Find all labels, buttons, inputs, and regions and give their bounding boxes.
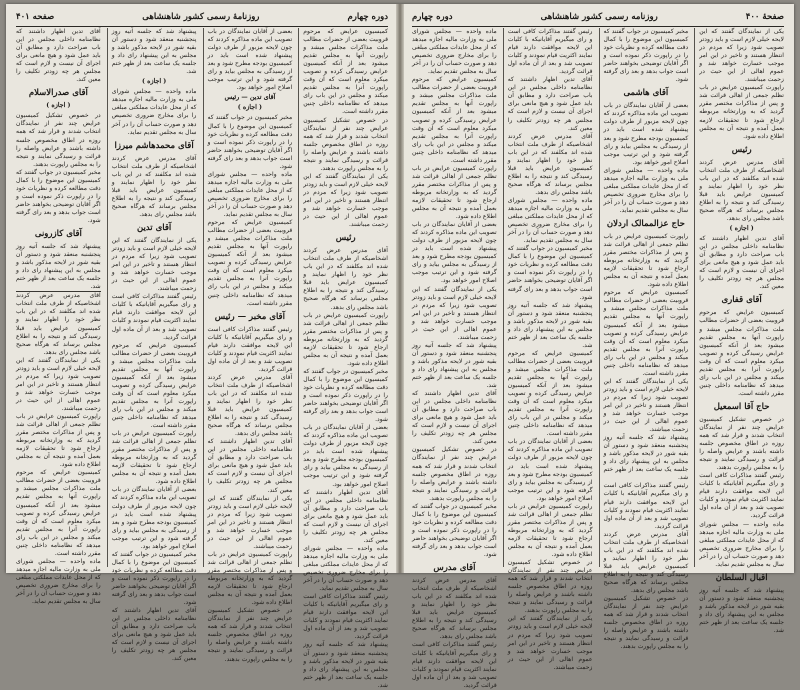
paragraph: رئیس گفتند مذاکرات کافی است و رای میگیریم آقایانیکه با کلیات این لایحه موافقت دارند قیام نمایند اکثریت قیام نمودند و کلیات تصویب شد و بعد از آن ماده اول قرائت گردید.: [603, 482, 689, 530]
paragraph: رئیس گفتند مذاکرات کافی است و رای میگیریم آقایانیکه با کلیات این لایحه موافقت دارند قیام نمایند اکثریت قیام نمودند و کلیات تصویب شد و بعد از آن ماده اول قرائت گردید.: [111, 293, 197, 341]
paragraph: رئیس گفتند مذاکرات کافی است و رای میگیریم آقایانیکه با کلیات این لایحه موافقت دارند قیام نمایند اکثریت قیام نمودند و کلیات تصویب شد و بعد از آن ماده اول قرائت گردید.: [303, 593, 388, 641]
paragraph: کمیسیون عرایض که مرحوم قروبیت بعضی از حضرات مطالب ملت مذاکرات مجلس میشد و راپورت آنها به مجلس تقدیم میشود بعد از آنکه کمیسیون عرایض رسیدگی کرده و تصویب میکرد معلوم است که آن وقت راپورت آنرا به مجلس تقدیم میکند و مجلس در این باب رای میدهد که نظامنامه داخلی چنین مقرر داشته است.: [603, 289, 689, 377]
paragraph: یکی از نمایندگان گفتند که این لایحه خیلی لازم است و باید زودتر تصویب شود زیرا که مردم در انتظار هستند و تاخیر در این امر موجب خسارت خواهد شد و عموم اهالی از این حیث در زحمت میباشند.: [16, 356, 101, 412]
column: [298, 28, 388, 689]
text-columns: [412, 28, 784, 689]
paragraph: پیشنهاد شد که جلسه آتیه روز پنجشنبه منعقد شود و دستور آن بقیه شور در لایحه مذکور باشد و مجلس به این پیشنهاد رای داد و جلسه یک ساعت بعد از ظهر ختم شد.: [699, 586, 784, 635]
paragraph: یکی از نمایندگان گفتند که این لایحه خیلی لازم است و باید زودتر تصویب شود زیرا که مردم در انتظار هستند و تاخیر در این امر موجب خسارت خواهد شد و عموم اهالی از این حیث در زحمت میباشند.: [507, 615, 593, 671]
period-label: دوره چهارم: [347, 12, 388, 22]
paragraph: یکی از نمایندگان گفتند که این لایحه خیلی لازم است و باید زودتر تصویب شود زیرا که مردم در انتظار هستند و تاخیر در این امر موجب خسارت خواهد شد و عموم اهالی از این حیث در زحمت میباشند.: [207, 494, 293, 550]
right-page: [402, 4, 794, 689]
paragraph: مخبر کمیسیون در جواب گفتند که کمیسیون این موضوع را با کمال دقت مطالعه کرده و نظریات خود را در راپورت ذکر نموده است و اگر آقایان توضیحی بخواهند حاضر است جواب بدهد و بعد رای گرفته شود.: [603, 28, 689, 84]
paragraph: ماده واحده — مجلس شورای ملی به وزارت مالیه اجازه میدهد که از محل عایدات مملکتی مبلغی را برای مخارج ضروری تخصیص دهد و صورت حساب آن را در آخر سال به مجلس تقدیم نماید.: [207, 170, 293, 219]
paragraph: رئیس گفتند مذاکرات کافی است و رای میگیریم آقایانیکه با کلیات این لایحه موافقت دارند قیام نمایند اکثریت قیام نمودند و کلیات تصویب شد و بعد از آن ماده اول قرائت گردید.: [207, 325, 293, 373]
paragraph: کمیسیون عرایض که مرحوم قروبیت بعضی از حضرات مطالب ملت مذاکرات مجلس میشد و راپورت آنها به مجلس تقدیم میشود بعد از آنکه کمیسیون عرایض رسیدگی کرده و تصویب میکرد معلوم است که آن وقت راپورت آنرا به مجلس تقدیم میکند و مجلس در این باب رای میدهد که نظامنامه داخلی چنین مقرر داشته است.: [412, 76, 497, 164]
paragraph: رئیس گفتند مذاکرات کافی است و رای میگیریم آقایانیکه با کلیات این لایحه موافقت دارند قیام نمایند اکثریت قیام نمودند و کلیات تصویب شد و بعد از آن ماده اول قرائت گردید.: [699, 472, 784, 520]
paragraph: پیشنهاد شد که جلسه آتیه روز پنجشنبه منعقد شود و دستور آن بقیه شور در لایحه مذکور باشد و مجلس به این پیشنهاد رای داد و جلسه یک ساعت بعد از ظهر ختم شد.: [412, 341, 497, 390]
paragraph: در خصوص تشکیل کمیسیون عرایض چند نفر از نمایندگان انتخاب شدند و قرار شد که همه روزه در اطاق مخصوص جلسه داشته باشند و عرایض واصله را قرائت و رسیدگی نمایند و نتیجه را به مجلس راپورت بدهند.: [207, 607, 293, 663]
speaker-heading: حاج آقا اسمعیل: [713, 401, 770, 412]
paragraph: رئیس گفتند مذاکرات کافی است و رای میگیریم آقایانیکه با کلیات این لایحه موافقت دارند قیام نمایند اکثریت قیام نمودند و کلیات تصویب شد و بعد از آن ماده اول قرائت گردید.: [507, 28, 593, 76]
paragraph: آقای مدرس عرض کردند اشخاصیکه از طرف ملت انتخاب شده اند مکلفند که در این باب نظر خود را اظهار نمایند و کمیسیون عرایض باید قبلا رسیدگی کند و نتیجه را به اطلاع مجلس برساند که هرگاه صحیح باشد مجلس رای بدهد.: [16, 292, 101, 356]
speaker-heading: اقبال السلطان: [715, 572, 768, 583]
page-header: [412, 10, 784, 27]
speaker-heading: آقای مدرس: [433, 563, 476, 574]
paragraph: آقای مدرس عرض کردند اشخاصیکه از طرف ملت انتخاب شده اند مکلفند که در این باب نظر خود را اظهار نمایند و کمیسیون عرایض باید قبلا رسیدگی کند و نتیجه را به اطلاع مجلس برساند که هرگاه صحیح باشد مجلس رای بدهد.: [207, 373, 293, 438]
paragraph: کمیسیون عرایض که مرحوم قروبیت بعضی از حضرات مطالب ملت مذاکرات مجلس میشد و راپورت آنها به مجلس تقدیم میشود بعد از آنکه کمیسیون عرایض رسیدگی کرده و تصویب میکرد معلوم است که آن وقت راپورت آنرا به مجلس تقدیم میکند و مجلس در این باب رای میدهد که نظامنامه داخلی چنین مقرر داشته است.: [303, 28, 388, 116]
paragraph: آقای مدرس عرض کردند اشخاصیکه از طرف ملت انتخاب شده اند مکلفند که در این باب نظر خود را اظهار نمایند و کمیسیون عرایض باید قبلا رسیدگی کند و نتیجه را به اطلاع مجلس برساند که هرگاه صحیح باشد مجلس رای بدهد.: [111, 154, 197, 218]
aside-label: ( اجازه ): [237, 104, 262, 112]
speaker-heading: رئیس: [731, 144, 752, 155]
paragraph: راپورت کمیسیون عرایض در باب تظلم جمعی از اهالی قرائت شد و پس از مذاکرات مختصر مقرر گردید که به وزارتخانه مربوطه ارجاع شود تا تحقیقات لازمه بعمل آمده و نتیجه آن به مجلس اطلاع داده شود.: [303, 311, 388, 367]
paragraph: یکی از نمایندگان گفتند که این لایحه خیلی لازم است و باید زودتر تصویب شود زیرا که مردم در انتظار هستند و تاخیر در این امر موجب خسارت خواهد شد و عموم اهالی از این حیث در زحمت میباشند.: [603, 377, 689, 434]
gazette-title: روزنامهٔ رسمی کشور شاهنشاهی: [142, 12, 260, 22]
paragraph: کمیسیون عرایض که مرحوم قروبیت بعضی از حضرات مطالب ملت مذاکرات مجلس میشد و راپورت آنها به مجلس تقدیم میشود بعد از آنکه کمیسیون عرایض رسیدگی کرده و تصویب میکرد معلوم است که آن وقت راپورت آنرا به مجلس تقدیم میکند و مجلس در این باب رای میدهد که نظامنامه داخلی چنین مقرر داشته است.: [207, 219, 293, 307]
paragraph: راپورت کمیسیون عرایض در باب تظلم جمعی از اهالی قرائت شد و پس از مذاکرات مختصر مقرر گردید که به وزارتخانه مربوطه ارجاع شود تا تحقیقات لازمه بعمل آمده و نتیجه آن به مجلس اطلاع داده شود.: [603, 232, 689, 289]
paragraph: رئیس گفتند مذاکرات کافی است و رای میگیریم آقایانیکه با کلیات این لایحه موافقت دارند قیام نمایند اکثریت قیام نمودند و کلیات تصویب شد و بعد از آن ماده اول قرائت گردید.: [412, 641, 497, 689]
speaker-heading: آقای صدرالاسلام: [28, 88, 88, 99]
paragraph: پیشنهاد شد که جلسه آتیه روز پنجشنبه منعقد شود و دستور آن بقیه شور در لایحه مذکور باشد و مجلس به این پیشنهاد رای داد و جلسه یک ساعت بعد از ظهر ختم شد.: [507, 301, 593, 349]
paragraph: راپورت کمیسیون عرایض در باب تظلم جمعی از اهالی قرائت شد و پس از مذاکرات مختصر مقرر گردید که به وزارتخانه مربوطه ارجاع شود تا تحقیقات لازمه بعمل آمده و نتیجه آن به مجلس اطلاع داده شود.: [111, 430, 197, 486]
paragraph: بعضی از آقایان نمایندگان در باب تصویب این ماده مذاکره کردند که چون لایحه مزبور از طرف دولت پیشنهاد شده است باید در کمیسیون بودجه مطرح شود و بعد از رسیدگی به مجلس بیاید و رای گرفته شود و این ترتیب موجب اصلاح امور خواهد بود.: [507, 438, 593, 502]
paragraph: آقای تدین اظهار داشتند که نظامنامه داخلی مجلس در این باب صراحت دارد و مطابق آن باید عمل شود و هیچ مانعی برای اجرای آن نیست و لازم است که مجلس هر چه زودتر تکلیف را معین کند.: [699, 235, 784, 291]
paragraph: آقای مدرس عرض کردند اشخاصیکه از طرف ملت انتخاب شده اند مکلفند که در این باب نظر خود را اظهار نمایند و کمیسیون عرایض باید قبلا رسیدگی کند و نتیجه را به اطلاع مجلس برساند که هرگاه صحیح باشد مجلس رای بدهد.: [603, 530, 689, 595]
paragraph: بعضی از آقایان نمایندگان در باب تصویب این ماده مذاکره کردند که چون لایحه مزبور از طرف دولت پیشنهاد شده است باید در کمیسیون بودجه مطرح شود و بعد از رسیدگی به مجلس بیاید و رای گرفته شود و این ترتیب موجب اصلاح امور خواهد بود.: [207, 28, 293, 92]
speaker-heading: آقای هاشمی: [623, 88, 669, 99]
paragraph: در خصوص تشکیل کمیسیون عرایض چند نفر از نمایندگان انتخاب شدند و قرار شد که همه روزه در اطاق مخصوص جلسه داشته باشند و عرایض واصله را قرائت و رسیدگی نمایند و نتیجه را به مجلس راپورت بدهند.: [16, 112, 101, 168]
paragraph: مخبر کمیسیون در جواب گفتند که کمیسیون این موضوع را با کمال دقت مطالعه کرده و نظریات خود را در راپورت ذکر نموده است و اگر آقایان توضیحی بخواهند حاضر است جواب بدهد و بعد رای گرفته شود.: [507, 245, 593, 301]
paragraph: راپورت کمیسیون عرایض در باب تظلم جمعی از اهالی قرائت شد و پس از مذاکرات مختصر مقرر گردید که به وزارتخانه مربوطه ارجاع شود تا تحقیقات لازمه بعمل آمده و نتیجه آن به مجلس اطلاع داده شود.: [507, 502, 593, 559]
speaker-heading: آقای محمدهاشم میرزا: [114, 140, 194, 151]
gazette-title: روزنامه رسمی کشور شاهنشاهی: [540, 12, 658, 22]
column: [694, 28, 784, 635]
paragraph: کمیسیون عرایض که مرحوم قروبیت بعضی از حضرات مطالب ملت مذاکرات مجلس میشد و راپورت آنها به مجلس تقدیم میشود بعد از آنکه کمیسیون عرایض رسیدگی کرده و تصویب میکرد معلوم است که آن وقت راپورت آنرا به مجلس تقدیم میکند و مجلس در این باب رای میدهد که نظامنامه داخلی چنین مقرر داشته است.: [699, 309, 784, 397]
paragraph: پیشنهاد شد که جلسه آتیه روز پنجشنبه منعقد شود و دستور آن بقیه شور در لایحه مذکور باشد و مجلس به این پیشنهاد رای داد و جلسه یک ساعت بعد از ظهر ختم شد.: [16, 243, 101, 291]
paragraph: آقای تدین اظهار داشتند که نظامنامه داخلی مجلس در این باب صراحت دارد و مطابق آن باید عمل شود و هیچ مانعی برای اجرای آن نیست و لازم است که مجلس هر چه زودتر تکلیف را معین کند.: [16, 28, 101, 84]
speaker-heading: آقای کازرونی: [34, 229, 82, 240]
paragraph: ماده واحده — مجلس شورای ملی به وزارت مالیه اجازه میدهد که از محل عایدات مملکتی مبلغی را برای مخارج ضروری تخصیص دهد و صورت حساب آن را در آخر سال به مجلس تقدیم نماید.: [603, 166, 689, 214]
column: [412, 28, 497, 689]
paragraph: یکی از نمایندگان گفتند که این لایحه خیلی لازم است و باید زودتر تصویب شود زیرا که مردم در انتظار هستند و تاخیر در این امر موجب خسارت خواهد شد و عموم اهالی از این حیث در زحمت میباشند.: [699, 28, 784, 84]
paragraph: یکی از نمایندگان گفتند که این لایحه خیلی لازم است و باید زودتر تصویب شود زیرا که مردم در انتظار هستند و تاخیر در این امر موجب خسارت خواهد شد و عموم اهالی از این حیث در زحمت میباشند.: [303, 172, 388, 229]
paragraph: ماده واحده — مجلس شورای ملی به وزارت مالیه اجازه میدهد که از محل عایدات مملکتی مبلغی را برای مخارج ضروری تخصیص دهد و صورت حساب آن را در آخر سال به مجلس تقدیم نماید.: [412, 28, 497, 76]
paragraph: بعضی از آقایان نمایندگان در باب تصویب این ماده مذاکره کردند که چون لایحه مزبور از طرف دولت پیشنهاد شده است باید در کمیسیون بودجه مطرح شود و بعد از رسیدگی به مجلس بیاید و رای گرفته شود و این ترتیب موجب اصلاح امور خواهد بود.: [603, 102, 689, 166]
paragraph: در خصوص تشکیل کمیسیون عرایض چند نفر از نمایندگان انتخاب شدند و قرار شد که همه روزه در اطاق مخصوص جلسه داشته باشند و عرایض واصله را قرائت و رسیدگی نمایند و نتیجه را به مجلس راپورت بدهند.: [507, 559, 593, 615]
speaker-heading: آقای مخبر — رئیس: [214, 311, 285, 322]
paragraph: یکی از نمایندگان گفتند که این لایحه خیلی لازم است و باید زودتر تصویب شود زیرا که مردم در انتظار هستند و تاخیر در این امر موجب خسارت خواهد شد و عموم اهالی از این حیث در زحمت میباشند.: [111, 236, 197, 293]
paragraph: در خصوص تشکیل کمیسیون عرایض چند نفر از نمایندگان انتخاب شدند و قرار شد که همه روزه در اطاق مخصوص جلسه داشته باشند و عرایض واصله را قرائت و رسیدگی نمایند و نتیجه را به مجلس راپورت بدهند.: [412, 446, 497, 502]
speaker-heading: آقای قفاری: [721, 295, 762, 306]
paragraph: ماده واحده — مجلس شورای ملی به وزارت مالیه اجازه میدهد که از محل عایدات مملکتی مبلغی را برای مخارج ضروری تخصیص دهد و صورت حساب آن را در آخر سال به مجلس تقدیم نماید.: [111, 88, 197, 136]
speaker-heading: آقای تدین: [136, 222, 172, 233]
paragraph: در خصوص تشکیل کمیسیون عرایض چند نفر از نمایندگان انتخاب شدند و قرار شد که همه روزه در اطاق مخصوص جلسه داشته باشند و عرایض واصله را قرائت و رسیدگی نمایند و نتیجه را به مجلس راپورت بدهند.: [603, 595, 689, 651]
paragraph: آقای تدین اظهار داشتند که نظامنامه داخلی مجلس در این باب صراحت دارد و مطابق آن باید عمل شود و هیچ مانعی برای اجرای آن نیست و لازم است که مجلس هر چه زودتر تکلیف را معین کند.: [303, 488, 388, 544]
paragraph: در خصوص تشکیل کمیسیون عرایض چند نفر از نمایندگان انتخاب شدند و قرار شد که همه روزه در اطاق مخصوص جلسه داشته باشند و عرایض واصله را قرائت و رسیدگی نمایند و نتیجه را به مجلس راپورت بدهند.: [699, 415, 784, 472]
paragraph: کمیسیون عرایض که مرحوم قروبیت بعضی از حضرات مطالب ملت مذاکرات مجلس میشد و راپورت آنها به مجلس تقدیم میشود بعد از آنکه کمیسیون عرایض رسیدگی کرده و تصویب میکرد معلوم است که آن وقت راپورت آنرا به مجلس تقدیم میکند و مجلس در این باب رای میدهد که نظامنامه داخلی چنین مقرر داشته است.: [16, 469, 101, 557]
paragraph: مخبر کمیسیون در جواب گفتند که کمیسیون این موضوع را با کمال دقت مطالعه کرده و نظریات خود را در راپورت ذکر نموده است و اگر آقایان توضیحی بخواهند حاضر است جواب بدهد و بعد رای گرفته شود.: [16, 168, 101, 224]
paragraph: ماده واحده — مجلس شورای ملی به وزارت مالیه اجازه میدهد که از محل عایدات مملکتی مبلغی را برای مخارج ضروری تخصیص دهد و صورت حساب آن را در آخر سال به مجلس تقدیم نماید.: [699, 520, 784, 568]
speaker-heading: حاج عزالممالک اردلان: [606, 218, 685, 229]
paragraph: پیشنهاد شد که جلسه آتیه روز پنجشنبه منعقد شود و دستور آن بقیه شور در لایحه مذکور باشد و مجلس به این پیشنهاد رای داد و جلسه یک ساعت بعد از ظهر ختم شد.: [603, 434, 689, 482]
paragraph: آقای تدین اظهار داشتند که نظامنامه داخلی مجلس در این باب صراحت دارد و مطابق آن باید عمل شود و هیچ مانعی برای اجرای آن نیست و لازم است که مجلس هر چه زودتر تکلیف را معین کند.: [207, 438, 293, 494]
aside-label: ( اجازه ): [729, 225, 754, 233]
paragraph: ماده واحده — مجلس شورای ملی به وزارت مالیه اجازه میدهد که از محل عایدات مملکتی مبلغی را برای مخارج ضروری تخصیص دهد و صورت حساب آن را در آخر سال به مجلس تقدیم نماید.: [507, 196, 593, 245]
paragraph: یکی از نمایندگان گفتند که این لایحه خیلی لازم است و باید زودتر تصویب شود زیرا که مردم در انتظار هستند و تاخیر در این امر موجب خسارت خواهد شد و عموم اهالی از این حیث در زحمت میباشند.: [412, 285, 497, 341]
period-label: دوره چهارم: [412, 12, 453, 22]
speaker-heading: آقای تدین — رئیس: [224, 94, 276, 102]
paragraph: آقای تدین اظهار داشتند که نظامنامه داخلی مجلس در این باب صراحت دارد و مطابق آن باید عمل شود و هیچ مانعی برای اجرای آن نیست و لازم است که مجلس هر چه زودتر تکلیف را معین کند.: [111, 607, 197, 663]
paragraph: مخبر کمیسیون در جواب گفتند که کمیسیون این موضوع را با کمال دقت مطالعه کرده و نظریات خود را در راپورت ذکر نموده است و اگر آقایان توضیحی بخواهند حاضر است جواب بدهد و بعد رای گرفته شود.: [412, 502, 497, 559]
page-number: صفحه ۴۰۱: [16, 12, 55, 22]
paragraph: در خصوص تشکیل کمیسیون عرایض چند نفر از نمایندگان انتخاب شدند و قرار شد که همه روزه در اطاق مخصوص جلسه داشته باشند و عرایض واصله را قرائت و رسیدگی نمایند و نتیجه را به مجلس راپورت بدهند.: [303, 116, 388, 172]
paragraph: ماده واحده — مجلس شورای ملی به وزارت مالیه اجازه میدهد که از محل عایدات مملکتی مبلغی را برای مخارج ضروری تخصیص دهد و صورت حساب آن را در آخر سال به مجلس تقدیم نماید.: [303, 544, 388, 593]
paragraph: آقای تدین اظهار داشتند که نظامنامه داخلی مجلس در این باب صراحت دارد و مطابق آن باید عمل شود و هیچ مانعی برای اجرای آن نیست و لازم است که مجلس هر چه زودتر تکلیف را معین کند.: [507, 76, 593, 132]
paragraph: بعضی از آقایان نمایندگان در باب تصویب این ماده مذاکره کردند که چون لایحه مزبور از طرف دولت پیشنهاد شده است باید در کمیسیون بودجه مطرح شود و بعد از رسیدگی به مجلس بیاید و رای گرفته شود و این ترتیب موجب اصلاح امور خواهد بود.: [111, 486, 197, 550]
column: [503, 28, 593, 671]
paragraph: راپورت کمیسیون عرایض در باب تظلم جمعی از اهالی قرائت شد و پس از مذاکرات مختصر مقرر گردید که به وزارتخانه مربوطه ارجاع شود تا تحقیقات لازمه بعمل آمده و نتیجه آن به مجلس اطلاع داده شود.: [16, 413, 101, 469]
paragraph: راپورت کمیسیون عرایض در باب تظلم جمعی از اهالی قرائت شد و پس از مذاکرات مختصر مقرر گردید که به وزارتخانه مربوطه ارجاع شود تا تحقیقات لازمه بعمل آمده و نتیجه آن به مجلس اطلاع داده شود.: [412, 164, 497, 221]
paragraph: مخبر کمیسیون در جواب گفتند که کمیسیون این موضوع را با کمال دقت مطالعه کرده و نظریات خود را در راپورت ذکر نموده است و اگر آقایان توضیحی بخواهند حاضر است جواب بدهد و بعد رای گرفته شود.: [303, 367, 388, 424]
paragraph: ماده واحده — مجلس شورای ملی به وزارت مالیه اجازه میدهد که از محل عایدات مملکتی مبلغی را برای مخارج ضروری تخصیص دهد و صورت حساب آن را در آخر سال به مجلس تقدیم نماید.: [16, 557, 101, 606]
newspaper-spread: [6, 4, 794, 689]
left-page: [6, 4, 398, 689]
page-header: [16, 10, 388, 27]
text-columns: [16, 28, 388, 689]
paragraph: آقای مدرس عرض کردند اشخاصیکه از طرف ملت انتخاب شده اند مکلفند که در این باب نظر خود را اظهار نمایند و کمیسیون عرایض باید قبلا رسیدگی کند و نتیجه را به اطلاع مجلس برساند که هرگاه صحیح باشد مجلس رای بدهد.: [303, 247, 388, 311]
paragraph: مخبر کمیسیون در جواب گفتند که کمیسیون این موضوع را با کمال دقت مطالعه کرده و نظریات خود را در راپورت ذکر نموده است و اگر آقایان توضیحی بخواهند حاضر است جواب بدهد و بعد رای گرفته شود.: [207, 114, 293, 170]
paragraph: راپورت کمیسیون عرایض در باب تظلم جمعی از اهالی قرائت شد و پس از مذاکرات مختصر مقرر گردید که به وزارتخانه مربوطه ارجاع شود تا تحقیقات لازمه بعمل آمده و نتیجه آن به مجلس اطلاع داده شود.: [699, 84, 784, 140]
paragraph: مخبر کمیسیون در جواب گفتند که کمیسیون این موضوع را با کمال دقت مطالعه کرده و نظریات خود را در راپورت ذکر نموده است و اگر آقایان توضیحی بخواهند حاضر است جواب بدهد و بعد رای گرفته شود.: [111, 550, 197, 607]
paragraph: بعضی از آقایان نمایندگان در باب تصویب این ماده مذاکره کردند که چون لایحه مزبور از طرف دولت پیشنهاد شده است باید در کمیسیون بودجه مطرح شود و بعد از رسیدگی به مجلس بیاید و رای گرفته شود و این ترتیب موجب اصلاح امور خواهد بود.: [303, 424, 388, 488]
column: [16, 28, 101, 606]
paragraph: پیشنهاد شد که جلسه آتیه روز پنجشنبه منعقد شود و دستور آن بقیه شور در لایحه مذکور باشد و مجلس به این پیشنهاد رای داد و جلسه یک ساعت بعد از ظهر ختم شد.: [303, 641, 388, 689]
speaker-heading: رئیس: [335, 233, 356, 244]
page-number: صفحهٔ ۴۰۰: [745, 12, 784, 22]
paragraph: آقای مدرس عرض کردند اشخاصیکه از طرف ملت انتخاب شده اند مکلفند که در این باب نظر خود را اظهار نمایند و کمیسیون عرایض باید قبلا رسیدگی کند و نتیجه را به اطلاع مجلس برساند که هرگاه صحیح باشد مجلس رای بدهد.: [412, 577, 497, 641]
paragraph: بعضی از آقایان نمایندگان در باب تصویب این ماده مذاکره کردند که چون لایحه مزبور از طرف دولت پیشنهاد شده است باید در کمیسیون بودجه مطرح شود و بعد از رسیدگی به مجلس بیاید و رای گرفته شود و این ترتیب موجب اصلاح امور خواهد بود.: [412, 221, 497, 285]
paragraph: آقای مدرس عرض کردند اشخاصیکه از طرف ملت انتخاب شده اند مکلفند که در این باب نظر خود را اظهار نمایند و کمیسیون عرایض باید قبلا رسیدگی کند و نتیجه را به اطلاع مجلس برساند که هرگاه صحیح باشد مجلس رای بدهد.: [699, 158, 784, 222]
aside-label: ( اجازه ): [142, 78, 167, 86]
column: [203, 28, 293, 663]
column: [599, 28, 689, 651]
paragraph: کمیسیون عرایض که مرحوم قروبیت بعضی از حضرات مطالب ملت مذاکرات مجلس میشد و راپورت آنها به مجلس تقدیم میشود بعد از آنکه کمیسیون عرایض رسیدگی کرده و تصویب میکرد معلوم است که آن وقت راپورت آنرا به مجلس تقدیم میکند و مجلس در این باب رای میدهد که نظامنامه داخلی چنین مقرر داشته است.: [507, 349, 593, 438]
paragraph: کمیسیون عرایض که مرحوم قروبیت بعضی از حضرات مطالب ملت مذاکرات مجلس میشد و راپورت آنها به مجلس تقدیم میشود بعد از آنکه کمیسیون عرایض رسیدگی کرده و تصویب میکرد معلوم است که آن وقت راپورت آنرا به مجلس تقدیم میکند و مجلس در این باب رای میدهد که نظامنامه داخلی چنین مقرر داشته است.: [111, 341, 197, 430]
column: [107, 28, 197, 663]
paragraph: پیشنهاد شد که جلسه آتیه روز پنجشنبه منعقد شود و دستور آن بقیه شور در لایحه مذکور باشد و مجلس به این پیشنهاد رای داد و جلسه یک ساعت بعد از ظهر ختم شد.: [111, 28, 197, 76]
aside-label: ( اجازه ): [46, 102, 71, 110]
paragraph: راپورت کمیسیون عرایض در باب تظلم جمعی از اهالی قرائت شد و پس از مذاکرات مختصر مقرر گردید که به وزارتخانه مربوطه ارجاع شود تا تحقیقات لازمه بعمل آمده و نتیجه آن به مجلس اطلاع داده شود.: [207, 550, 293, 607]
paragraph: آقای تدین اظهار داشتند که نظامنامه داخلی مجلس در این باب صراحت دارد و مطابق آن باید عمل شود و هیچ مانعی برای اجرای آن نیست و لازم است که مجلس هر چه زودتر تکلیف را معین کند.: [412, 390, 497, 446]
paragraph: آقای مدرس عرض کردند اشخاصیکه از طرف ملت انتخاب شده اند مکلفند که در این باب نظر خود را اظهار نمایند و کمیسیون عرایض باید قبلا رسیدگی کند و نتیجه را به اطلاع مجلس برساند که هرگاه صحیح باشد مجلس رای بدهد.: [507, 132, 593, 196]
